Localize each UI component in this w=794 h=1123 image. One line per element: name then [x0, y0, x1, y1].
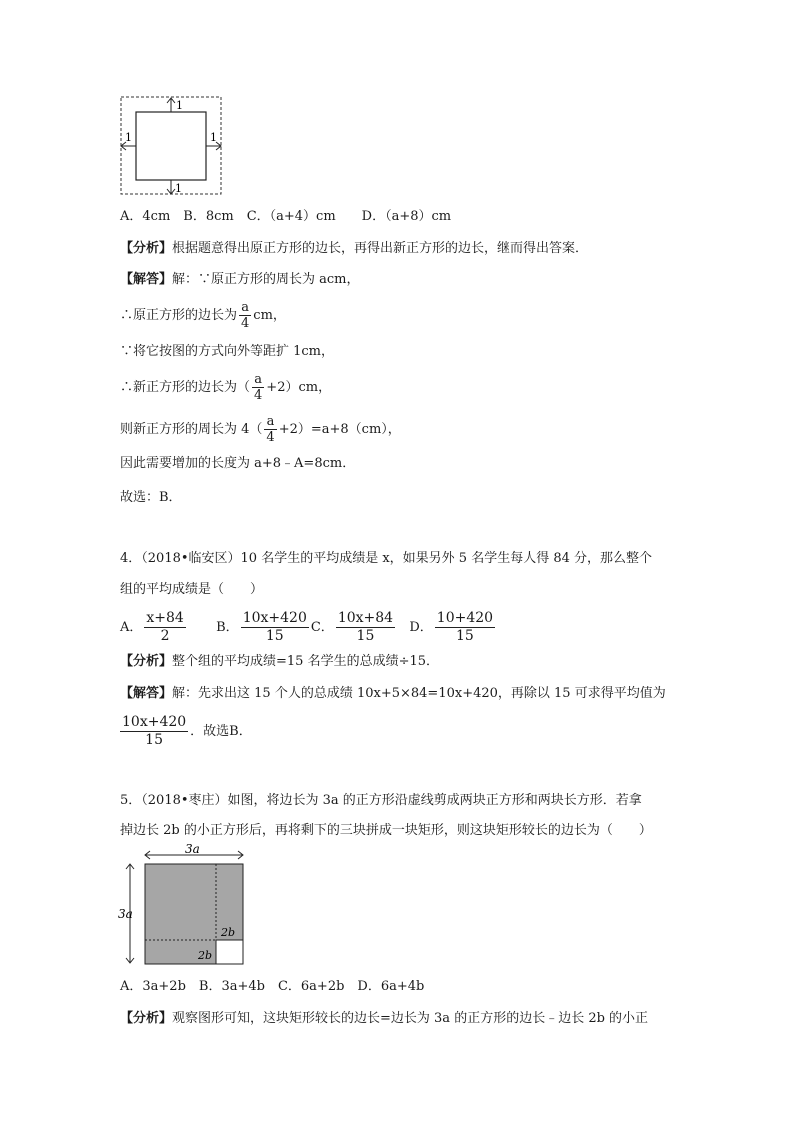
q3-answer-line6: 因此需要增加的长度为 a+8﹣A=8cm．	[120, 456, 356, 471]
q3-l2-pre: ∴原正方形的边长为	[120, 308, 238, 323]
q4-option-d: D．	[409, 620, 433, 635]
q4-answer-text: 解：先求出这 15 个人的总成绩 10x+5×84=10x+420，再除以 15 可求得平均值为	[172, 686, 666, 701]
q4-option-a-fraction: $\frac{x+84}{2}$	[146, 610, 184, 644]
q5-stem-line2: 掉边长 2b 的小正方形后，再将剩下的三块拼成一块矩形，则这块矩形较长的边长为（ ）	[120, 823, 652, 838]
q3-answer-line5	[120, 414, 401, 445]
q4-analysis-text: 整个组的平均成绩=15 名学生的总成绩÷15．	[172, 654, 440, 669]
q4-answer-fraction: $\frac{10x+420}{15}$	[122, 714, 187, 748]
inner-square	[136, 112, 206, 180]
fig2-label-inner2: 2b	[198, 949, 213, 962]
answer-tag: 【解答】	[120, 686, 173, 701]
q4-answer-post: ．故选B．	[190, 724, 252, 739]
q5-analysis	[120, 1011, 648, 1027]
q4-option-b: B．	[216, 620, 239, 635]
q3-analysis-text: 根据题意得出原正方形的边长，再得出新正方形的边长，继而得出答案．	[172, 241, 589, 256]
q3-answer-line4	[120, 372, 331, 403]
q3-answer-line2	[120, 300, 286, 331]
fig1-label-top: 1	[176, 99, 183, 112]
analysis-tag: 【分析】	[120, 241, 173, 256]
q3-l5-post: +2）=a+8（cm），	[278, 422, 401, 437]
q3-answer-text: 解：∵原正方形的周长为 acm，	[172, 272, 360, 287]
fig1-label-left: 1	[125, 131, 132, 144]
fig2-label-left: 3a	[118, 907, 133, 921]
analysis-tag: 【分析】	[120, 654, 173, 669]
q3-l5-pre: 则新正方形的周长为 4（	[120, 422, 263, 437]
q3-l4-pre: ∴新正方形的边长为（	[120, 380, 251, 395]
analysis-tag: 【分析】	[120, 1011, 173, 1026]
q3-l4-post: +2）cm，	[266, 380, 332, 395]
q4-stem-line2: 组的平均成绩是（ ）	[120, 582, 264, 597]
q3-answer-line7: 故选：B．	[120, 490, 182, 505]
q3-options: A．4cm B．8cm C．（a+4）cm D．（a+8）cm	[120, 209, 452, 224]
q4-options	[120, 610, 497, 645]
q4-option-c-fraction: $\frac{10x+84}{15}$	[337, 610, 394, 644]
q3-answer-line1	[120, 272, 360, 288]
q3-answer-line3: ∵将它按图的方式向外等距扩 1cm，	[120, 344, 335, 359]
fraction-a-over-4: $\frac{a}{4}$	[254, 372, 263, 403]
fraction-a-over-4: $\frac{a}{4}$	[241, 300, 250, 331]
q4-option-a: A．	[120, 620, 143, 635]
fig2-label-inner1: 2b	[221, 926, 236, 939]
q5-analysis-text: 观察图形可知，这块矩形较长的边长=边长为 3a 的正方形的边长﹣边长 2b 的小正	[172, 1011, 649, 1026]
fig1-label-bottom: 1	[175, 182, 182, 195]
q4-answer-line1	[120, 686, 666, 702]
q3-l2-post: cm，	[253, 308, 286, 323]
q4-option-c: C．	[310, 620, 334, 635]
small-white-square	[216, 940, 243, 964]
fig1-label-right: 1	[210, 131, 217, 144]
q4-stem-line1: 4．（2018•临安区）10 名学生的平均成绩是 x，如果另外 5 名学生每人得 84 分，那么整个	[120, 551, 653, 566]
fig2-label-top: 3a	[185, 842, 200, 856]
answer-tag: 【解答】	[120, 272, 173, 287]
q4-option-b-fraction: $\frac{10x+420}{15}$	[242, 610, 307, 644]
q3-analysis	[120, 241, 588, 257]
q4-analysis	[120, 654, 439, 670]
figure-square-expansion	[118, 94, 224, 196]
q5-options: A．3a+2b B．3a+4b C．6a+2b D．6a+4b	[120, 979, 425, 994]
q5-stem-line1: 5．（2018•枣庄）如图，将边长为 3a 的正方形沿虚线剪成两块正方形和两块长方形．若拿	[120, 793, 642, 808]
q4-option-d-fraction: $\frac{10+420}{15}$	[436, 610, 494, 644]
figure-square-3a	[118, 842, 248, 966]
fraction-a-over-4: $\frac{a}{4}$	[266, 414, 275, 445]
q4-answer-line2	[120, 714, 252, 749]
